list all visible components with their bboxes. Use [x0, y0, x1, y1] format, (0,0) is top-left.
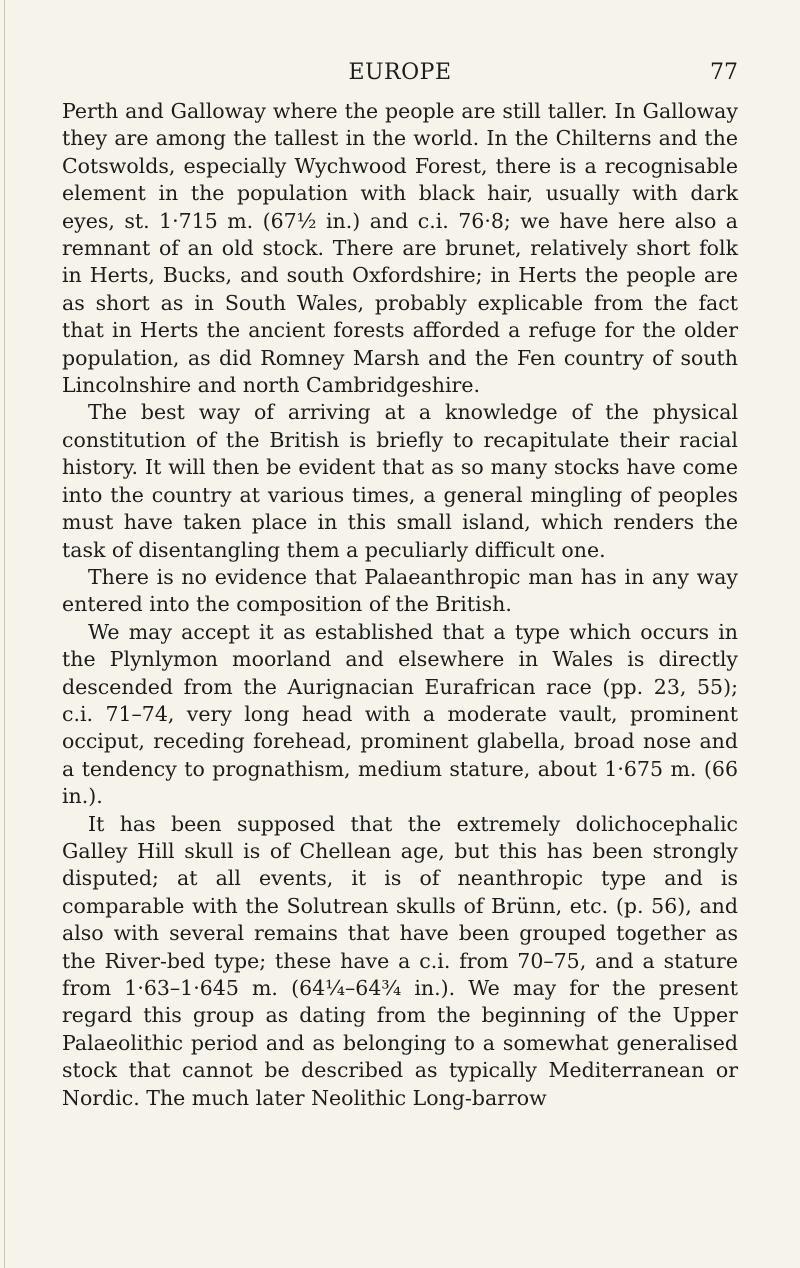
running-head: EUROPE [348, 60, 452, 85]
page-edge-line [4, 0, 5, 1268]
page-header [62, 60, 738, 88]
body-text [62, 98, 738, 1112]
paragraph-4: We may accept it as established that a type which occurs in the Plynlymon moorland and elsewhere in Wales is directly descended from the Aurignacian Eurafrican race (pp. 23, 55); c.i. 71–74, very long head with a moderate vault, prominent occiput, receding forehead, prominent glabella, broad nose and a tendency to prognathism, medium stature, about 1·675 m. (66 in.). [62, 619, 738, 809]
paragraph-2: The best way of arriving at a knowledge of the physical constitution of the British is briefly to recapitulate their racial history. It will then be evident that as so many stocks have come into the country at various times, a general mingling of peoples must have taken place in this small island, which renders the task of disentangling them a peculiarly difficult one. [62, 400, 738, 562]
paragraph-5: It has been supposed that the extremely dolichocephalic Galley Hill skull is of Chellean age, but this has been strongly disputed; at all events, it is of neanthropic type and is comparable with the Solutrean skulls of Brünn, etc. (p. 56), and also with several remains that have been grouped together as the River-bed type; these have a c.i. from 70–75, and a stature from 1·63–1·645 m. (64¼–64¾ in.). We may for the present regard this group as dating from the beginning of the Upper Palaeolithic period and as belonging to a somewhat generalised stock that cannot be described as typically Mediterranean or Nordic. The much later Neolithic Long-barrow [62, 811, 738, 1110]
paragraph-1: Perth and Galloway where the people are still taller. In Galloway they are among the tallest in the world. In the Chilterns and the Cotswolds, especially Wychwood Forest, there is a recognisable element in the population with black hair, usually with dark eyes, st. 1·715 m. (67½ in.) and c.i. 76·8; we have here also a remnant of an old stock. There are brunet, relatively short folk in Herts, Bucks, and south Oxfordshire; in Herts the people are as short as in South Wales, probably explicable from the fact that in Herts the ancient forests afforded a refuge for the older population, as did Romney Marsh and the Fen country of south Lincolnshire and north Cambridgeshire. [62, 99, 738, 398]
paragraph-3: There is no evidence that Palaeanthropic man has in any way entered into the composition of the British. [62, 564, 738, 617]
page-number: 77 [710, 60, 738, 85]
